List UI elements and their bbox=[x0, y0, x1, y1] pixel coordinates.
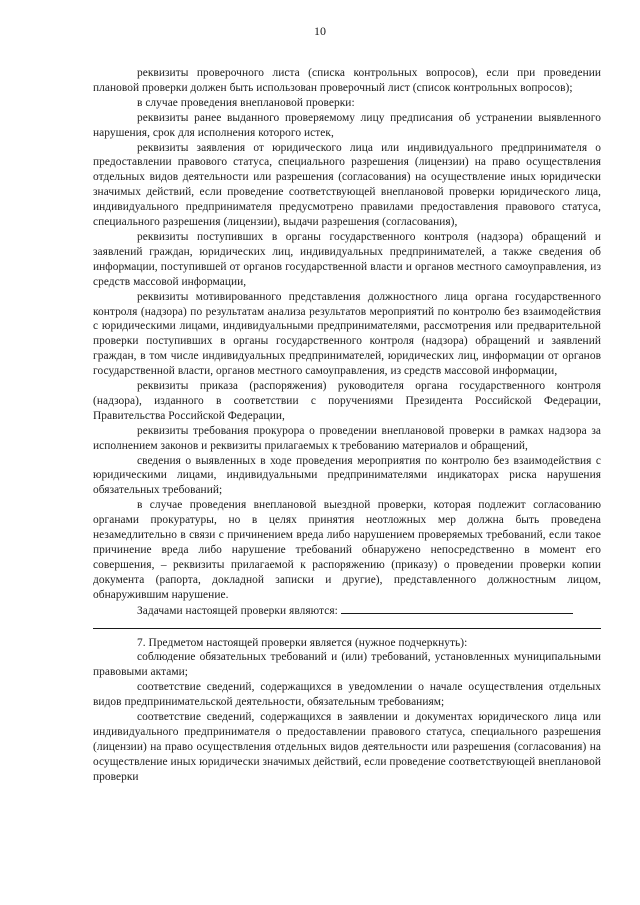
paragraph: реквизиты заявления от юридического лица или индивидуального предпринимателя о предоставлении правового статуса, специального разрешения (лицензии) на право осуществления отдельных видов деятельности или разрешения (согласования) на осуществление иных юридически значимых действий, если проведение соответствующей внеплановой проверки юридического лица, индивидуального предпринимателя предусмотрено правилами предоставления правового статуса, специального разрешения (лицензии), выдачи разрешения (согласования), bbox=[93, 141, 601, 229]
paragraph: реквизиты мотивированного представления должностного лица органа государственного контроля (надзора) по результатам анализа результатов мероприятий по контролю без взаимодействия с юридическими лицами, индивидуальными предпринимателями, рассмотрения или предварительной проверки поступивших в органы государственного контроля (надзора) обращений и заявлений граждан, в том числе индивидуальных предпринимателей, юридических лиц, информации от органов государственной власти, органов местного самоуправления, из средств массовой информации, bbox=[93, 290, 601, 378]
subject-option: соответствие сведений, содержащихся в заявлении и документах юридического лица или индивидуального предпринимателя о предоставлении правового статуса, специального разрешения (лицензии) на право осуществления отдельных видов деятельности или разрешения (согласования) на осуществление иных юридически значимых действий, если проведение соответствующей внеплановой проверки bbox=[93, 711, 601, 783]
tasks-blank-line bbox=[93, 628, 601, 629]
subject-option: соблюдение обязательных требований и (или) требований, установленных муниципальными правовыми актами; bbox=[93, 651, 601, 679]
paragraph: реквизиты ранее выданного проверяемому лицу предписания об устранении выявленного нарушения, срок для исполнения которого истек, bbox=[93, 111, 601, 139]
paragraph: реквизиты требования прокурора о проведении внеплановой проверки в рамках надзора за исполнением законов и реквизиты прилагаемых к требованию материалов и обращений, bbox=[93, 424, 601, 452]
paragraph: в случае проведения внеплановой выездной проверки, которая подлежит согласованию органами прокуратуры, но в целях принятия неотложных мер должна быть проведена незамедлительно в связи с причинением вреда либо нарушением проверяемых требований, если такое причинение вреда либо нарушение требований обнаружено непосредственно в момент его совершения, – реквизиты прилагаемой к распоряжению (приказу) о проведении проверки копии документа (рапорта, докладной записки и другие), представленного должностным лицом, обнаружившим нарушение. bbox=[93, 499, 601, 601]
page-number: 10 bbox=[314, 24, 326, 38]
tasks-blank-field bbox=[341, 603, 573, 614]
paragraph: реквизиты поступивших в органы государственного контроля (надзора) обращений и заявлений граждан, юридических лиц, индивидуальных предпринимателей, а также сведения об информации, поступившей от органов государственной власти и органов местного самоуправления, из средств массовой информации, bbox=[93, 230, 601, 288]
paragraph: сведения о выявленных в ходе проведения мероприятия по контролю без взаимодействия с юридическими лицами, индивидуальными предпринимателями индикаторах риска нарушения обязательных требований; bbox=[93, 454, 601, 497]
paragraph: реквизиты проверочного листа (списка контрольных вопросов), если при проведении плановой проверки должен быть использован проверочный лист (список контрольных вопросов); bbox=[93, 67, 601, 94]
section-7-heading: 7. Предметом настоящей проверки является (нужное подчеркнуть): bbox=[137, 636, 468, 649]
tasks-line bbox=[93, 603, 601, 619]
paragraph: реквизиты приказа (распоряжения) руководителя органа государственного контроля (надзора), изданного в соответствии с поручениями Президента Российской Федерации, Правительства Российской Федерации, bbox=[93, 380, 601, 422]
subject-option: соответствие сведений, содержащихся в уведомлении о начале осуществления отдельных видов предпринимательской деятельности, обязательным требованиям; bbox=[93, 681, 601, 709]
document-body bbox=[93, 66, 601, 785]
tasks-label: Задачами настоящей проверки являются: bbox=[137, 604, 338, 617]
paragraph: в случае проведения внеплановой проверки: bbox=[137, 96, 355, 109]
